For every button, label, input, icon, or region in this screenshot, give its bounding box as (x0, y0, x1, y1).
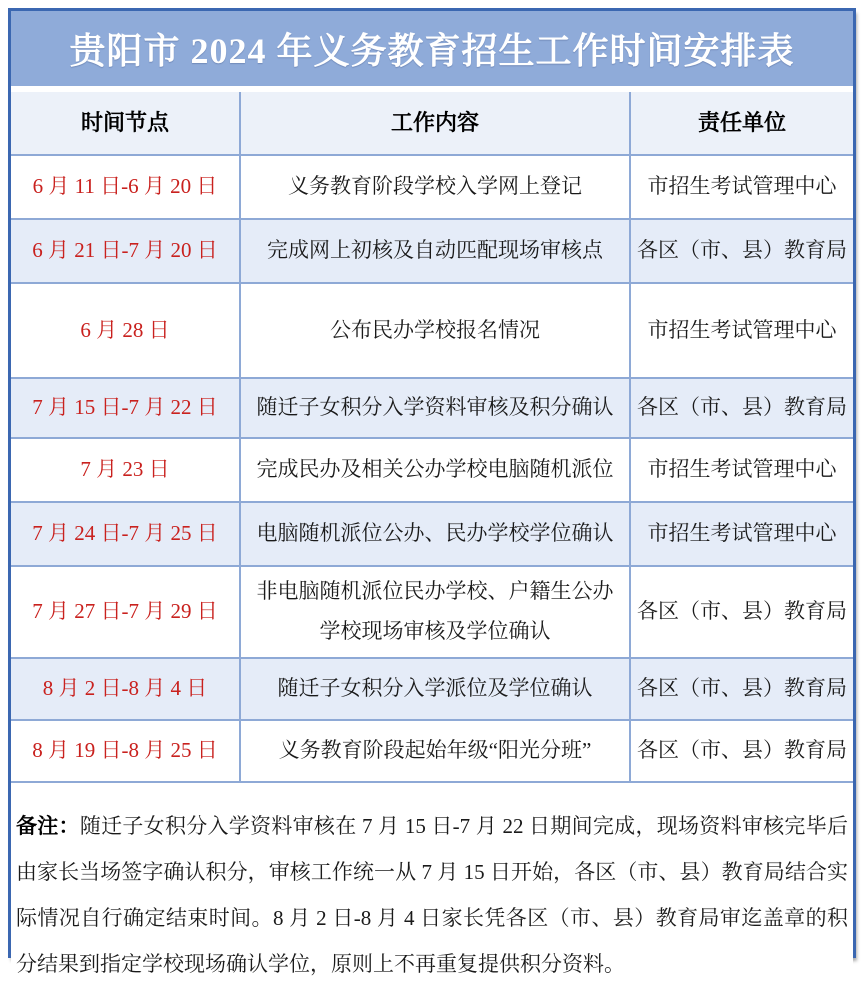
cell-unit: 各区（市、县）教育局 (629, 721, 853, 781)
cell-time: 6 月 11 日-6 月 20 日 (32, 174, 218, 199)
table-row (11, 565, 853, 657)
header-time: 时间节点 (80, 110, 169, 136)
cell-time: 7 月 23 日 (80, 457, 170, 482)
cell-unit: 市招生考试管理中心 (629, 284, 853, 377)
cell-unit: 各区（市、县）教育局 (629, 659, 853, 719)
cell-content: 义务教育阶段起始年级“阳光分班” (239, 721, 629, 781)
cell-unit: 各区（市、县）教育局 (629, 220, 853, 282)
table-row (11, 437, 853, 501)
table-row (11, 218, 853, 282)
table-row (11, 719, 853, 781)
table-row (11, 154, 853, 218)
cell-content: 义务教育阶段学校入学网上登记 (239, 156, 629, 218)
cell-unit: 市招生考试管理中心 (629, 156, 853, 218)
cell-content: 公布民办学校报名情况 (239, 284, 629, 377)
cell-content: 随迁子女积分入学资料审核及积分确认 (239, 379, 629, 437)
note-label: 备注： (16, 814, 80, 838)
cell-time: 8 月 2 日-8 月 4 日 (42, 676, 208, 701)
cell-time: 6 月 21 日-7 月 20 日 (32, 238, 218, 263)
note-text: 随迁子女积分入学资料审核在 7 月 15 日-7 月 22 日期间完成，现场资料审核完毕后由家长当场签字确认积分，审核工作统一从 7 月 15 日开始，各区（市、县）教育局结合实际情况自行确定结束时间。8 月 2 日-8 月 4 日家长凭各区（市、县）教育局审迄盖章的积分结果到指定学校现场确认学位，原则上不再重复提供积分资料。 (16, 814, 848, 976)
cell-content: 完成民办及相关公办学校电脑随机派位 (239, 439, 629, 501)
header-unit: 责任单位 (629, 92, 853, 154)
table-header-row (11, 92, 853, 154)
table-title: 贵阳市 2024 年义务教育招生工作时间安排表 (11, 11, 853, 92)
cell-time: 8 月 19 日-8 月 25 日 (32, 738, 218, 763)
cell-content: 非电脑随机派位民办学校、户籍生公办学校现场审核及学位确认 (239, 567, 629, 657)
cell-content: 完成网上初核及自动匹配现场审核点 (239, 220, 629, 282)
table-row (11, 501, 853, 565)
cell-unit: 市招生考试管理中心 (629, 439, 853, 501)
cell-time: 7 月 15 日-7 月 22 日 (32, 395, 218, 420)
note-section (11, 781, 853, 995)
cell-content: 电脑随机派位公办、民办学校学位确认 (239, 503, 629, 565)
table-row (11, 377, 853, 437)
schedule-table (8, 8, 856, 976)
cell-unit: 各区（市、县）教育局 (629, 379, 853, 437)
header-content: 工作内容 (239, 92, 629, 154)
cell-time: 7 月 27 日-7 月 29 日 (32, 599, 218, 624)
cell-content: 随迁子女积分入学派位及学位确认 (239, 659, 629, 719)
cell-time: 6 月 28 日 (80, 317, 170, 342)
cell-time: 7 月 24 日-7 月 25 日 (32, 521, 218, 546)
table-row (11, 282, 853, 377)
cell-unit: 各区（市、县）教育局 (629, 567, 853, 657)
table-row (11, 657, 853, 719)
cell-unit: 市招生考试管理中心 (629, 503, 853, 565)
